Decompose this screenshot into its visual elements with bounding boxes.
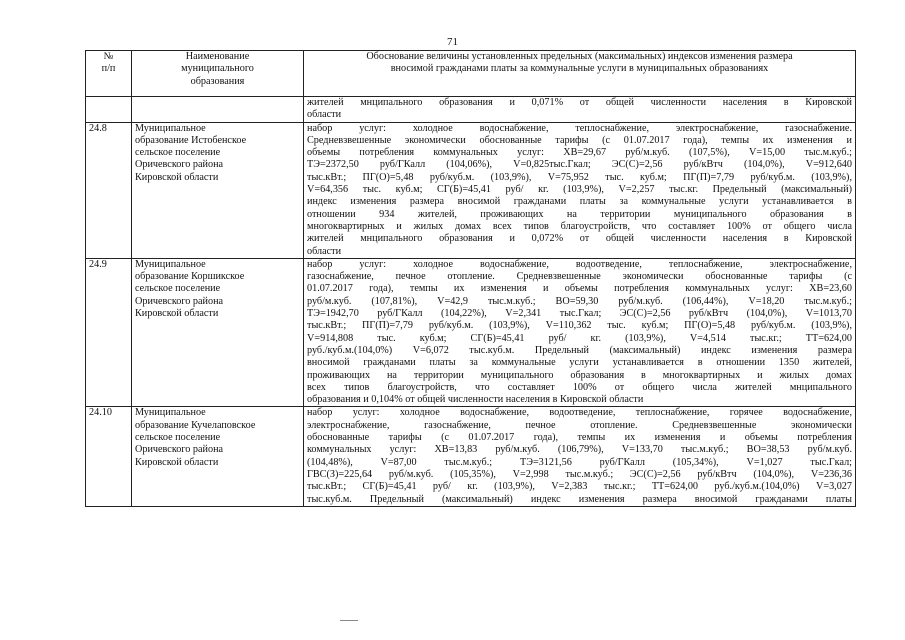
text-line: V=64,356 тыс. куб.м; СГ(Б)=45,41 руб/ кг. (103,9%), V=2,257 тыс.кг. Предельный (максимальный) [307, 184, 852, 196]
municipality-line: Муниципальное [135, 122, 206, 134]
municipality-line: Оричевского района [135, 159, 224, 171]
row-municipality [132, 97, 304, 123]
municipality-line: Кировской области [135, 171, 219, 183]
row-number: 24.10 [86, 407, 132, 506]
text-line: V=914,808 тыс. куб.м; СГ(Б)=45,41 руб/ кг. (103,9%), V=4,514 тыс.кг.; ТТ=624,00 [307, 332, 852, 344]
text-line: всех типов благоустройств, что составляет 100% от общего числа жителей мнципального [307, 381, 852, 393]
text-line: тыс.куб.м. Предельный (максимальный) индекс изменения размера вносимой гражданами платы [307, 493, 852, 505]
municipality-line: Кировской области [135, 456, 219, 468]
header-municipality [132, 51, 304, 97]
municipality-line: Кировской области [135, 308, 219, 320]
row-justification [304, 407, 856, 506]
table-row [86, 122, 856, 258]
text-line: набор услуг: холодное водоснабжение, теплоснабжение, электроснабжение, газоснабжение. [307, 122, 852, 134]
header-justification-line: Обоснование величины установленных предельных (максимальных) индексов изменения размера [366, 51, 793, 62]
table-row [86, 407, 856, 506]
page-number: 71 [447, 36, 458, 48]
tariff-table [85, 50, 856, 507]
municipality-line: Оричевского района [135, 295, 224, 307]
header-number-line: № [103, 51, 114, 62]
municipality-line: Оричевского района [135, 444, 224, 456]
municipality-line: сельское поселение [135, 432, 221, 444]
header-justification [304, 51, 856, 97]
municipality-line: сельское поселение [135, 147, 221, 159]
text-line: электроснабжение, газоснабжение, печное отопление. Средневзвешенные экономически [307, 419, 852, 431]
text-line: области [307, 245, 342, 257]
text-line: образования и 0,104% от общей численности населения в Кировской области [307, 394, 644, 406]
municipality-line: образование Коршикское [135, 271, 245, 283]
municipality-line: сельское поселение [135, 283, 221, 295]
row-number [86, 97, 132, 123]
text-line: 01.07.2017 года), темпы их изменения и объемы потребления коммунальных услуг: ХВ=23,60 [307, 283, 852, 295]
text-line: набор услуг: холодное водоснабжение, водоотведение, теплоснабжение, электроснабжение, [307, 258, 852, 270]
text-line: набор услуг: холодное водоснабжение, водоотведение, теплоснабжение, горячее водоснабжение, [307, 407, 852, 419]
header-municipality-line: Наименование [185, 51, 250, 62]
text-line: проживающих на территории муниципального образования в многоквартирных и жилых домах [307, 369, 852, 381]
row-justification [304, 97, 856, 123]
header-justification-line: вносимой гражданами платы за коммунальные услуги в муниципальных образованиях [390, 63, 769, 75]
header-municipality-line: образования [190, 75, 245, 87]
header-municipality-line: муниципального [181, 63, 254, 75]
text-line: газоснабжение, печное отопление. Средневзвешенные экономически обоснованные тарифы (с [307, 271, 852, 283]
text-line: тыс.кВт.; ПГ(П)=7,79 руб/куб.м. (103,9%), V=110,362 тыс. куб.м; ПГ(О)=5,48 руб/куб.м. (103,9%), [307, 320, 852, 332]
table-header-row [86, 51, 856, 97]
table-row [86, 258, 856, 407]
text-line: руб./куб.м.(104,0%) V=6,072 тыс.куб.м. Предельный (максимальный) индекс изменения размера [307, 344, 852, 356]
municipality-line: образование Истобенское [135, 134, 247, 146]
municipality-line: Муниципальное [135, 407, 206, 419]
text-line: индекс изменения размера вносимой гражданами платы за коммунальные услуги устанавливается в [307, 196, 852, 208]
text-line: руб/м.куб. (107,81%), V=42,9 тыс.м.куб.; ВО=59,30 руб/м.куб. (106,44%), V=18,20 тыс.м.куб.; [307, 295, 852, 307]
text-line: вносимой гражданами платы за коммунальные услуги устанавливается в отношении 1350 жителей, [307, 357, 852, 369]
text-line: жителей мнципального образования и 0,072% от общей численности населения в Кировской [307, 233, 852, 245]
text-line: области [307, 109, 342, 121]
text-line: Средневзвешенные экономически обоснованные тарифы (с 01.07.2017 года), темпы их изменения и [307, 134, 852, 146]
row-justification [304, 258, 856, 407]
text-line: тыс.кВт.; СГ(Б)=45,41 руб/ кг. (103,9%), V=2,383 тыс.кг.; ТТ=624,00 руб./куб.м.(104,0%) V=3,027 [307, 481, 852, 493]
text-line: многоквартирных и жилых домах всех типов благоустройств, что составляет 100% от общего числа [307, 220, 852, 232]
row-justification [304, 122, 856, 258]
row-number: 24.8 [86, 122, 132, 258]
table-row [86, 97, 856, 123]
row-number: 24.9 [86, 258, 132, 407]
text-line: (104,48%), V=87,00 тыс.м.куб.; ТЭ=3121,56 руб/ГКалл (105,34%), V=1,027 тыс.Гкал; [307, 456, 852, 468]
row-municipality [132, 258, 304, 407]
text-line: отношении 934 жителей, проживающих на территории муниципального образования в [307, 208, 852, 220]
header-number-line: п/п [101, 63, 116, 75]
text-line: тыс.кВт.; ПГ(О)=5,48 руб/куб.м. (103,9%), V=75,952 тыс. куб.м; ПГ(П)=7,79 руб/куб.м. (103,9%), [307, 171, 852, 183]
municipality-line: Муниципальное [135, 258, 206, 270]
header-number [86, 51, 132, 97]
text-line: обоснованные тарифы (с 01.07.2017 года), темпы их изменения и объемы потребления [307, 432, 852, 444]
municipality-line: образование Кучелаповское [135, 419, 256, 431]
text-line: ТЭ=1942,70 руб/ГКалл (104,22%), V=2,341 тыс.Гкал; ЭС(С)=2,56 руб/кВтч (104,0%), V=1013,70 [307, 308, 852, 320]
row-municipality [132, 122, 304, 258]
text-line: жителей мнципального образования и 0,071% от общей численности населения в Кировской [307, 97, 852, 108]
text-line: объемы потребления коммунальных услуг: ХВ=29,67 руб/м.куб. (107,5%), V=15,00 тыс.м.куб.; [307, 147, 852, 159]
row-municipality [132, 407, 304, 506]
text-line: ТЭ=2372,50 руб/ГКалл (104,06%), V=0,825тыс.Гкал; ЭС(С)=2,56 руб/кВтч (104,0%), V=912,640 [307, 159, 852, 171]
text-line: коммунальных услуг: ХВ=13,83 руб/м.куб. (106,79%), V=133,70 тыс.м.куб.; ВО=38,53 руб/м.куб. [307, 444, 852, 456]
text-line: ГВС(З)=225,64 руб/м.куб. (105,35%), V=2,998 тыс.м.куб.; ЭС(С)=2,56 руб/кВтч (104,0%), V=236,36 [307, 468, 852, 480]
scan-mark [340, 620, 358, 621]
